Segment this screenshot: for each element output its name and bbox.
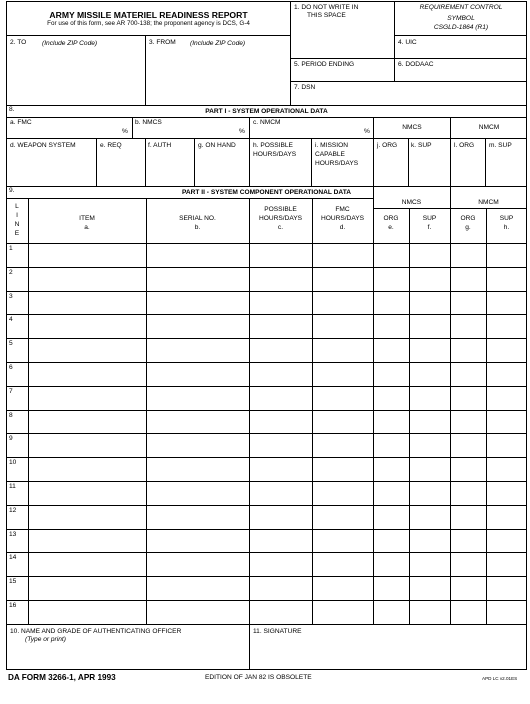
row-number: 6 <box>9 364 13 371</box>
fmc-cell-input[interactable] <box>313 554 372 574</box>
fmc-cell-input[interactable] <box>313 507 372 527</box>
nmcs-org-cell-input[interactable] <box>374 316 408 336</box>
row-divider <box>6 481 527 482</box>
possible-cell-input[interactable] <box>250 435 311 455</box>
nmcs-sup-cell-input[interactable] <box>410 412 449 432</box>
nmcs-org-header-letter: e. <box>388 224 394 231</box>
name-grade-label: 10. NAME AND GRADE OF AUTHENTICATING OFFICER <box>10 628 182 635</box>
nmcs-sup-cell-input[interactable] <box>410 435 449 455</box>
serial-cell-input[interactable] <box>147 269 248 289</box>
fmc-hours-header-2: HOURS/DAYS <box>320 215 365 222</box>
dsn-label: 7. DSN <box>294 84 316 91</box>
fmc-cell-input[interactable] <box>313 483 372 503</box>
fmc-cell-input[interactable] <box>313 269 372 289</box>
possible-header: POSSIBLE <box>264 206 297 213</box>
nmcs-label: b. NMCS <box>135 119 162 126</box>
row-number: 13 <box>9 531 17 538</box>
possible-cell-input[interactable] <box>250 364 311 384</box>
uic-field[interactable] <box>397 47 524 57</box>
from-address-field[interactable] <box>148 51 287 101</box>
row-number: 14 <box>9 554 17 561</box>
nmcm-org-cell-input[interactable] <box>451 578 485 598</box>
nmcm-org-header-letter: g. <box>465 224 471 231</box>
nmcs-sup-cell-input[interactable] <box>410 316 449 336</box>
nmcs-sup-cell-input[interactable] <box>410 578 449 598</box>
nmcm-percent-sign: % <box>364 128 370 135</box>
dodaac-field[interactable] <box>397 70 524 80</box>
fmc-percent-sign: % <box>122 128 128 135</box>
item-cell-input[interactable] <box>29 602 145 622</box>
possible-cell-input[interactable] <box>250 554 311 574</box>
part1-nmcm-group: NMCM <box>478 124 500 131</box>
item-9-label: 9. <box>9 187 15 194</box>
possible-header-2: HOURS/DAYS <box>258 215 303 222</box>
to-address-field[interactable] <box>9 51 142 101</box>
row-number: 15 <box>9 578 17 585</box>
row-divider <box>6 529 527 530</box>
item-cell-input[interactable] <box>29 340 145 360</box>
serial-cell-input[interactable] <box>147 412 248 432</box>
possible-hours-header-2: HOURS/DAYS <box>253 151 297 158</box>
nmcs-org-cell-input[interactable] <box>374 340 408 360</box>
item-8-label: 8. <box>9 106 15 113</box>
nmcs-org-cell-input[interactable] <box>374 507 408 527</box>
do-not-write-label: 1. DO NOT WRITE IN <box>294 4 359 11</box>
nmcm-org-cell-input[interactable] <box>451 388 485 408</box>
row-divider <box>6 386 527 387</box>
row-divider <box>6 243 527 244</box>
row-number: 2 <box>9 269 13 276</box>
possible-cell-input[interactable] <box>250 388 311 408</box>
nmcs-org-cell-input[interactable] <box>374 578 408 598</box>
possible-cell-input[interactable] <box>250 340 311 360</box>
row-number: 5 <box>9 340 13 347</box>
nmcm-sup-cell-input[interactable] <box>487 483 526 503</box>
nmcm-sup-cell-input[interactable] <box>487 578 526 598</box>
item-cell-input[interactable] <box>29 269 145 289</box>
serial-header-letter: b. <box>194 224 201 231</box>
nmcm-org-cell-input[interactable] <box>451 245 485 265</box>
possible-cell-input[interactable] <box>250 578 311 598</box>
possible-cell-input[interactable] <box>250 269 311 289</box>
nmcm-label: c. NMCM <box>253 119 281 126</box>
nmcm-org-cell-input[interactable] <box>451 412 485 432</box>
signature-field[interactable] <box>253 640 523 667</box>
nmcs-sup-cell-input[interactable] <box>410 531 449 551</box>
item-header: ITEM <box>79 215 95 222</box>
fmc-cell-input[interactable] <box>313 245 372 265</box>
from-zip-hint: (Include ZIP Code) <box>190 40 246 47</box>
fmc-hours-header-letter: d. <box>339 224 346 231</box>
nmcs-org-cell-input[interactable] <box>374 531 408 551</box>
edition-note: EDITION OF JAN 82 IS OBSOLETE <box>205 674 312 681</box>
nmcs-sup-cell-input[interactable] <box>410 388 449 408</box>
nmcm-org-header: ORG <box>460 215 476 222</box>
item-cell-input[interactable] <box>29 459 145 479</box>
row-number: 12 <box>9 507 17 514</box>
nmcs-sup-cell-input[interactable] <box>410 364 449 384</box>
fmc-cell-input[interactable] <box>313 435 372 455</box>
fmc-cell-input[interactable] <box>313 388 372 408</box>
req-header: e. REQ <box>100 142 122 149</box>
period-ending-label: 5. PERIOD ENDING <box>294 61 355 68</box>
requirement-control-code: CSGLD-1864 (R1) <box>433 24 489 31</box>
serial-cell-input[interactable] <box>147 554 248 574</box>
nmcm-sup-header: SUP <box>499 215 514 222</box>
nmcm-sup-cell-input[interactable] <box>487 435 526 455</box>
part2-nmcs-group: NMCS <box>401 199 422 206</box>
do-not-write-label-2: THIS SPACE <box>307 12 346 19</box>
row-divider <box>6 291 527 292</box>
item-cell-input[interactable] <box>29 316 145 336</box>
line-letter-e: E <box>14 230 20 237</box>
row-divider <box>6 457 527 458</box>
possible-cell-input[interactable] <box>250 507 311 527</box>
possible-cell-input[interactable] <box>250 293 311 313</box>
nmcs-org-cell-input[interactable] <box>374 364 408 384</box>
serial-cell-input[interactable] <box>147 483 248 503</box>
part-2-title: PART II - SYSTEM COMPONENT OPERATIONAL DATA <box>182 189 351 196</box>
nmcs-percent-field[interactable] <box>135 128 235 137</box>
nmcm-percent-field[interactable] <box>253 128 361 137</box>
nmcs-sup-cell-input[interactable] <box>410 602 449 622</box>
row-number: 4 <box>9 316 13 323</box>
nmcm-org-cell-input[interactable] <box>451 554 485 574</box>
nmcm-org-cell-input[interactable] <box>451 435 485 455</box>
nmcs-org-cell-input[interactable] <box>374 293 408 313</box>
serial-cell-input[interactable] <box>147 388 248 408</box>
nmcm-org-cell-input[interactable] <box>451 269 485 289</box>
nmcs-org-cell-input[interactable] <box>374 412 408 432</box>
from-label: 3. FROM <box>149 39 176 46</box>
row-divider <box>6 505 527 506</box>
form-subtitle: For use of this form, see AR 700-138; the proponent agency is DCS, G-4 <box>47 20 250 27</box>
possible-cell-input[interactable] <box>250 316 311 336</box>
fmc-cell-input[interactable] <box>313 316 372 336</box>
nmcs-percent-sign: % <box>239 128 245 135</box>
serial-cell-input[interactable] <box>147 507 248 527</box>
nmcm-org-cell-input[interactable] <box>451 483 485 503</box>
officer-name-field[interactable] <box>10 646 246 666</box>
mission-capable-header-3: HOURS/DAYS <box>315 160 359 167</box>
nmcm-sup-cell-input[interactable] <box>487 245 526 265</box>
uic-label: 4. UIC <box>398 39 417 46</box>
nmcs-org-header: ORG <box>383 215 399 222</box>
nmcm-sup-cell-input[interactable] <box>487 316 526 336</box>
nmcm-org-cell-input[interactable] <box>451 340 485 360</box>
nmcm-org-cell-input[interactable] <box>451 459 485 479</box>
fmc-hours-header: FMC <box>335 206 350 213</box>
fmc-cell-input[interactable] <box>313 602 372 622</box>
fmc-percent-field[interactable] <box>10 128 120 137</box>
nmcm-sup-cell-input[interactable] <box>487 412 526 432</box>
serial-cell-input[interactable] <box>147 578 248 598</box>
to-zip-hint: (Include ZIP Code) <box>42 40 98 47</box>
possible-hours-header: h. POSSIBLE <box>253 142 293 149</box>
nmcs-sup-cell-input[interactable] <box>410 340 449 360</box>
nmcs-sup-header-letter: f. <box>427 224 432 231</box>
on-hand-header: g. ON HAND <box>198 142 236 149</box>
row-number: 16 <box>9 602 17 609</box>
possible-cell-input[interactable] <box>250 245 311 265</box>
requirement-control-label: REQUIREMENT CONTROL <box>419 4 503 11</box>
apd-version: APD LC v2.01ES <box>482 676 518 681</box>
item-cell-input[interactable] <box>29 388 145 408</box>
possible-cell-input[interactable] <box>250 602 311 622</box>
nmcm-org-cell-input[interactable] <box>451 531 485 551</box>
serial-cell-input[interactable] <box>147 316 248 336</box>
dsn-field[interactable] <box>293 93 524 103</box>
row-number: 3 <box>9 293 13 300</box>
nmcm-sup-cell-input[interactable] <box>487 459 526 479</box>
fmc-label: a. FMC <box>10 119 32 126</box>
item-cell-input[interactable] <box>29 293 145 313</box>
row-number: 11 <box>9 483 16 490</box>
nmcm-org-cell-input[interactable] <box>451 364 485 384</box>
org2-header: l. ORG <box>454 142 475 149</box>
nmcs-sup-cell-input[interactable] <box>410 293 449 313</box>
signature-label: 11. SIGNATURE <box>253 628 302 635</box>
fmc-cell-input[interactable] <box>313 459 372 479</box>
part2-nmcm-group: NMCM <box>478 199 499 206</box>
weapon-system-header: d. WEAPON SYSTEM <box>10 142 76 149</box>
mission-capable-header-2: CAPABLE <box>315 151 345 158</box>
item-cell-input[interactable] <box>29 412 145 432</box>
item-cell-input[interactable] <box>29 483 145 503</box>
type-print-hint: (Type or print) <box>25 636 66 643</box>
nmcs-org-cell-input[interactable] <box>374 388 408 408</box>
nmcs-sup-cell-input[interactable] <box>410 483 449 503</box>
line-letter-l: L <box>15 203 19 210</box>
serial-cell-input[interactable] <box>147 293 248 313</box>
nmcm-sup-cell-input[interactable] <box>487 507 526 527</box>
requirement-control-symbol: SYMBOL <box>447 15 475 22</box>
item-cell-input[interactable] <box>29 554 145 574</box>
sup2-header: m. SUP <box>489 142 512 149</box>
nmcs-org-cell-input[interactable] <box>374 483 408 503</box>
nmcs-sup-cell-input[interactable] <box>410 269 449 289</box>
nmcm-org-cell-input[interactable] <box>451 507 485 527</box>
serial-cell-input[interactable] <box>147 340 248 360</box>
nmcm-sup-cell-input[interactable] <box>487 269 526 289</box>
fmc-cell-input[interactable] <box>313 364 372 384</box>
item-cell-input[interactable] <box>29 578 145 598</box>
part-1-title: PART I - SYSTEM OPERATIONAL DATA <box>205 108 328 115</box>
nmcm-sup-cell-input[interactable] <box>487 340 526 360</box>
nmcs-org-cell-input[interactable] <box>374 459 408 479</box>
nmcs-org-cell-input[interactable] <box>374 602 408 622</box>
row-divider <box>6 267 527 268</box>
item-header-letter: a. <box>84 224 90 231</box>
row-divider <box>6 362 527 363</box>
row-divider <box>6 314 527 315</box>
nmcm-org-cell-input[interactable] <box>451 602 485 622</box>
possible-cell-input[interactable] <box>250 412 311 432</box>
nmcs-org-cell-input[interactable] <box>374 435 408 455</box>
to-label: 2. TO <box>10 39 27 46</box>
fmc-cell-input[interactable] <box>313 293 372 313</box>
nmcm-sup-cell-input[interactable] <box>487 554 526 574</box>
possible-header-letter: c. <box>277 224 284 231</box>
nmcm-org-cell-input[interactable] <box>451 293 485 313</box>
row-divider <box>6 600 527 601</box>
nmcs-org-cell-input[interactable] <box>374 269 408 289</box>
dodaac-label: 6. DODAAC <box>398 61 434 68</box>
possible-cell-input[interactable] <box>250 459 311 479</box>
nmcm-sup-cell-input[interactable] <box>487 602 526 622</box>
nmcs-org-cell-input[interactable] <box>374 245 408 265</box>
row-number: 10 <box>9 459 17 466</box>
serial-cell-input[interactable] <box>147 531 248 551</box>
serial-cell-input[interactable] <box>147 245 248 265</box>
fmc-cell-input[interactable] <box>313 578 372 598</box>
auth-header: f. AUTH <box>148 142 172 149</box>
nmcm-sup-cell-input[interactable] <box>487 364 526 384</box>
row-number: 9 <box>9 435 13 442</box>
nmcs-sup-cell-input[interactable] <box>410 459 449 479</box>
item-cell-input[interactable] <box>29 507 145 527</box>
nmcm-org-cell-input[interactable] <box>451 316 485 336</box>
row-number: 1 <box>9 245 13 252</box>
serial-header: SERIAL NO. <box>179 215 216 222</box>
line-letter-n: N <box>14 221 20 228</box>
possible-cell-input[interactable] <box>250 483 311 503</box>
row-divider <box>6 552 527 553</box>
form-title: ARMY MISSILE MATERIEL READINESS REPORT <box>49 10 248 20</box>
fmc-cell-input[interactable] <box>313 340 372 360</box>
nmcs-sup-header: SUP <box>422 215 437 222</box>
sup-header: k. SUP <box>411 142 432 149</box>
row-number: 7 <box>9 388 13 395</box>
form-id: DA FORM 3266-1, APR 1993 <box>8 673 116 682</box>
fmc-cell-input[interactable] <box>313 412 372 432</box>
item-cell-input[interactable] <box>29 531 145 551</box>
line-letter-i: I <box>16 212 18 219</box>
serial-cell-input[interactable] <box>147 364 248 384</box>
mission-capable-header: i. MISSION <box>315 142 348 149</box>
row-divider <box>6 410 527 411</box>
row-divider <box>6 576 527 577</box>
nmcm-sup-header-letter: h. <box>503 224 510 231</box>
nmcm-sup-cell-input[interactable] <box>487 531 526 551</box>
item-cell-input[interactable] <box>29 435 145 455</box>
row-number: 8 <box>9 412 13 419</box>
row-divider <box>6 338 527 339</box>
item-cell-input[interactable] <box>29 364 145 384</box>
possible-cell-input[interactable] <box>250 531 311 551</box>
serial-cell-input[interactable] <box>147 435 248 455</box>
nmcs-sup-cell-input[interactable] <box>410 507 449 527</box>
fmc-cell-input[interactable] <box>313 531 372 551</box>
nmcm-sup-cell-input[interactable] <box>487 388 526 408</box>
nmcs-org-cell-input[interactable] <box>374 554 408 574</box>
item-cell-input[interactable] <box>29 245 145 265</box>
part1-nmcs-group: NMCS <box>402 124 422 131</box>
nmcm-sup-cell-input[interactable] <box>487 293 526 313</box>
org-header: j. ORG <box>377 142 398 149</box>
serial-cell-input[interactable] <box>147 459 248 479</box>
nmcs-sup-cell-input[interactable] <box>410 245 449 265</box>
nmcs-sup-cell-input[interactable] <box>410 554 449 574</box>
serial-cell-input[interactable] <box>147 602 248 622</box>
row-divider <box>6 433 527 434</box>
period-ending-field[interactable] <box>293 70 391 80</box>
